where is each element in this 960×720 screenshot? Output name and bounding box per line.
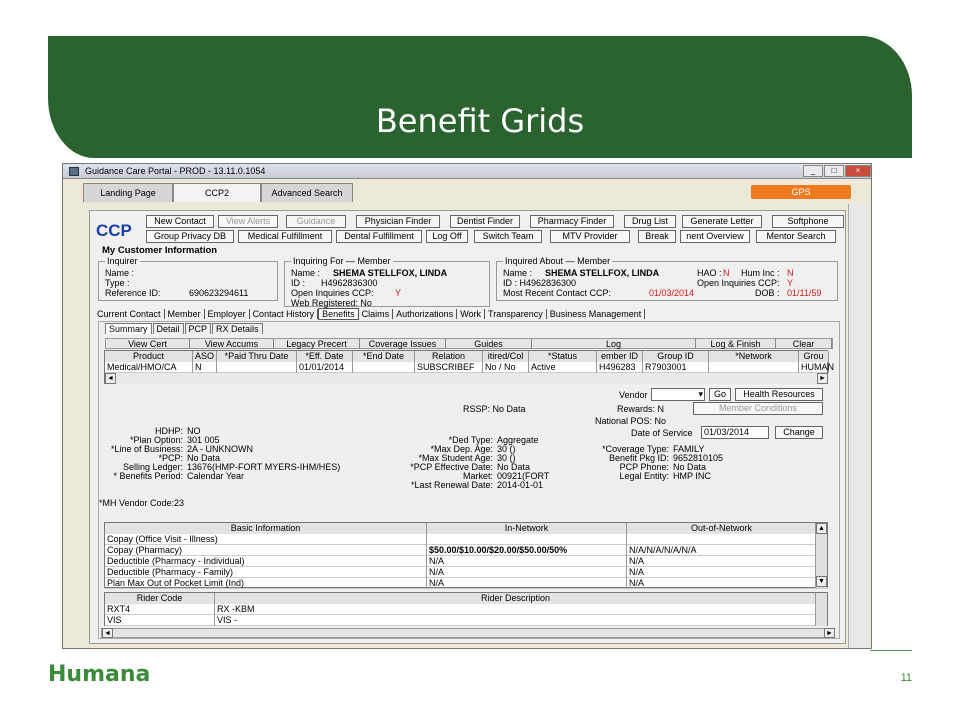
dos-label: Date of Service bbox=[631, 428, 693, 438]
ccp-content bbox=[89, 210, 846, 644]
log-button[interactable]: Log bbox=[532, 339, 696, 349]
hdhp-value: NO bbox=[187, 426, 201, 436]
rewards-label: Rewards: N bbox=[617, 404, 665, 414]
main-scrollbar[interactable] bbox=[848, 204, 870, 648]
market-label: Market: bbox=[462, 471, 493, 481]
new-contact-button[interactable]: New Contact bbox=[146, 215, 214, 228]
inquiring-for-name-value: SHEMA STELLFOX, LINDA bbox=[333, 268, 448, 278]
benefit-grid-header bbox=[105, 523, 827, 534]
inquiring-for-open-label: Open Inquiries CCP: bbox=[291, 288, 374, 298]
chevron-down-icon: ▾ bbox=[698, 389, 703, 399]
humana-logo: Humana bbox=[48, 662, 151, 687]
tab-business-management[interactable]: Business Management bbox=[547, 309, 646, 319]
recent-contact-label: Most Recent Contact CCP: bbox=[503, 288, 612, 298]
dentist-finder-button[interactable]: Dentist Finder bbox=[450, 215, 520, 228]
scroll-right-icon[interactable]: ► bbox=[817, 373, 828, 384]
rider-description: RX -KBM bbox=[215, 604, 817, 615]
physician-finder-button[interactable]: Physician Finder bbox=[356, 215, 440, 228]
col-out-network: Out-of-Network bbox=[627, 523, 817, 534]
member-conditions-button[interactable]: Member Conditions bbox=[693, 402, 823, 415]
table-row[interactable] bbox=[105, 567, 827, 578]
out-network-value: N/A bbox=[627, 567, 817, 578]
national-pos-label: National POS: No bbox=[595, 416, 667, 426]
benefit-grid-scrollbar[interactable] bbox=[815, 523, 827, 588]
break-button[interactable]: Break bbox=[638, 230, 676, 243]
benefit-name: Copay (Pharmacy) bbox=[105, 545, 427, 556]
inquirer-type-label: Type : bbox=[105, 278, 130, 288]
col-rider-description: Rider Description bbox=[215, 593, 817, 604]
window-title: Guidance Care Portal - PROD - 13.11.0.1054 bbox=[85, 166, 266, 176]
view-alerts-button[interactable]: View Alerts bbox=[218, 215, 278, 228]
scroll-right-icon[interactable]: ► bbox=[824, 628, 835, 638]
col-status: *Status bbox=[529, 351, 597, 362]
about-open-value: Y bbox=[787, 278, 794, 288]
ccp-logo: CCP bbox=[96, 221, 132, 240]
tab-employer[interactable]: Employer bbox=[205, 309, 250, 319]
dob-label: DOB : bbox=[755, 288, 780, 298]
mentor-search-button[interactable]: Mentor Search bbox=[756, 230, 836, 243]
coverage-type-value: FAMILY bbox=[673, 444, 705, 454]
product-grid bbox=[104, 350, 834, 384]
about-open-label: Open Inquiries CCP: bbox=[697, 278, 780, 288]
pcp-phone-value: No Data bbox=[673, 462, 707, 472]
max-student-age-value: 30 () bbox=[497, 453, 516, 463]
inquiring-for-id-value: H4962836300 bbox=[321, 278, 378, 288]
vendor-label: Vendor bbox=[619, 390, 648, 400]
change-button[interactable]: Change bbox=[775, 426, 823, 439]
out-network-value bbox=[627, 534, 817, 545]
minimize-icon[interactable]: _ bbox=[803, 165, 823, 177]
scroll-left-icon[interactable]: ◄ bbox=[105, 373, 116, 384]
scroll-down-icon[interactable]: ▼ bbox=[816, 576, 827, 587]
benefit-name: Deductible (Pharmacy - Individual) bbox=[105, 556, 427, 567]
lob-label: *Line of Business: bbox=[110, 444, 183, 454]
col-paid-thru: *Paid Thru Date bbox=[217, 351, 297, 362]
tab-rx-details[interactable]: RX Details bbox=[212, 323, 263, 334]
log-finish-button[interactable]: Log & Finish bbox=[696, 339, 776, 349]
benefit-pkg-value: 9652810105 bbox=[673, 453, 724, 463]
view-accums-button[interactable]: View Accums bbox=[190, 339, 274, 349]
vendor-select[interactable] bbox=[651, 388, 705, 401]
app-icon bbox=[69, 167, 79, 176]
page-number: 11 bbox=[900, 672, 912, 684]
close-icon[interactable]: × bbox=[845, 165, 871, 177]
inquiring-for-legend: Inquiring For — Member bbox=[293, 256, 391, 266]
tab-benefits[interactable]: Benefits bbox=[318, 308, 359, 320]
inquiring-for-name-label: Name : bbox=[291, 268, 321, 278]
inquiring-for-group bbox=[284, 256, 490, 308]
pcp-label: *PCP: bbox=[158, 453, 183, 463]
cell-member-id: H496283 bbox=[597, 362, 643, 373]
tab-current-contact[interactable]: Current Contact bbox=[94, 309, 165, 319]
hao-label: HAO : bbox=[697, 268, 722, 278]
guides-button[interactable]: Guides bbox=[446, 339, 532, 349]
gps-button[interactable]: GPS bbox=[751, 185, 851, 199]
maximize-icon[interactable]: □ bbox=[824, 165, 844, 177]
dob-value: 01/11/59 bbox=[787, 288, 822, 298]
in-network-value: N/A bbox=[427, 556, 627, 567]
max-student-age-label: *Max Student Age: bbox=[418, 453, 493, 463]
go-button[interactable]: Go bbox=[709, 388, 731, 401]
cell-product: Medical/HMO/CA bbox=[105, 362, 193, 373]
clear-button[interactable]: Clear bbox=[776, 339, 832, 349]
pcp-effective-value: No Data bbox=[497, 462, 531, 472]
inquiring-for-id-label: ID : bbox=[291, 278, 306, 288]
rider-code: VIS bbox=[105, 615, 215, 626]
col-group-id: Group ID bbox=[643, 351, 709, 362]
action-header-row bbox=[105, 338, 833, 349]
reference-id-label: Reference ID: bbox=[105, 288, 161, 298]
rider-code: RXT4 bbox=[105, 604, 215, 615]
cell-status: Active bbox=[529, 362, 597, 373]
inquiring-for-open-value: Y bbox=[395, 288, 402, 298]
rider-grid-header bbox=[105, 593, 827, 604]
pharmacy-finder-button[interactable]: Pharmacy Finder bbox=[530, 215, 614, 228]
inquired-about-group bbox=[496, 256, 838, 301]
in-network-value: N/A bbox=[427, 578, 627, 589]
footer-rule bbox=[870, 650, 912, 651]
col-aso: ASO bbox=[193, 351, 217, 362]
legal-entity-label: Legal Entity: bbox=[619, 471, 669, 481]
rider-grid bbox=[104, 592, 828, 626]
market-value: 00921(FORT bbox=[497, 471, 550, 481]
benefit-name: Deductible (Pharmacy - Family) bbox=[105, 567, 427, 578]
inquired-about-legend: Inquired About — Member bbox=[505, 256, 611, 266]
cell-retired: No / No bbox=[483, 362, 529, 373]
tab-claims[interactable]: Claims bbox=[359, 309, 394, 319]
customer-info-title: My Customer Information bbox=[102, 245, 218, 256]
coverage-type-label: *Coverage Type: bbox=[602, 444, 669, 454]
cell-eff-date: 01/01/2014 bbox=[297, 362, 353, 373]
pcp-effective-label: *PCP Effective Date: bbox=[410, 462, 493, 472]
out-network-value: N/A bbox=[627, 578, 817, 589]
benefits-period-value: Calendar Year bbox=[187, 471, 245, 481]
max-dep-age-label: *Max Dep. Age: bbox=[430, 444, 493, 454]
view-cert-button[interactable]: View Cert bbox=[106, 339, 190, 349]
inquirer-name-label: Name : bbox=[105, 268, 135, 278]
title-banner bbox=[48, 36, 912, 158]
plan-option-label: *Plan Option: bbox=[129, 435, 183, 445]
slide-title: Benefit Grids bbox=[375, 102, 585, 140]
table-row[interactable] bbox=[105, 615, 827, 626]
col-relation: Relation bbox=[415, 351, 483, 362]
benefit-name: Plan Max Out of Pocket Limit (Ind) bbox=[105, 578, 427, 589]
max-dep-age-value: 30 () bbox=[497, 444, 516, 454]
hao-value: N bbox=[723, 268, 730, 278]
hdhp-label: HDHP: bbox=[154, 426, 183, 436]
table-row[interactable] bbox=[105, 556, 827, 567]
benefit-pkg-label: Benefit Pkg ID: bbox=[608, 453, 669, 463]
table-row[interactable] bbox=[105, 534, 827, 545]
tab-ccp2[interactable]: CCP2 bbox=[173, 183, 261, 202]
tab-authorizations[interactable]: Authorizations bbox=[393, 309, 457, 319]
scroll-left-icon[interactable]: ◄ bbox=[102, 628, 113, 638]
benefit-grid bbox=[104, 522, 828, 588]
benefits-panel bbox=[98, 321, 840, 639]
reference-id-value: 690623294611 bbox=[189, 288, 249, 298]
window-titlebar bbox=[63, 164, 871, 179]
tab-advanced-search[interactable]: Advanced Search bbox=[261, 183, 353, 202]
in-network-value: $50.00/$10.00/$20.00/$50.00/50% bbox=[427, 545, 627, 556]
benefit-name: Copay (Office Visit - Illness) bbox=[105, 534, 427, 545]
ded-type-label: *Ded Type: bbox=[448, 435, 493, 445]
date-of-service-input[interactable]: 01/03/2014 bbox=[701, 426, 769, 439]
panel-hscroll[interactable] bbox=[101, 628, 835, 638]
col-member-id: ember ID bbox=[597, 351, 643, 362]
rider-grid-scrollbar[interactable] bbox=[815, 593, 827, 626]
scroll-up-icon[interactable]: ▲ bbox=[816, 523, 827, 534]
cell-end-date bbox=[353, 362, 415, 373]
tab-summary[interactable]: Summary bbox=[105, 323, 152, 334]
benefits-period-label: * Benefits Period: bbox=[113, 471, 183, 481]
last-renewal-value: 2014-01-01 bbox=[497, 480, 544, 490]
col-in-network: In-Network bbox=[427, 523, 627, 534]
rssp-label: RSSP: No Data bbox=[463, 404, 526, 414]
cell-group-id: R7903001 bbox=[643, 362, 709, 373]
coverage-issues-button[interactable]: Coverage Issues bbox=[360, 339, 446, 349]
in-network-value bbox=[427, 534, 627, 545]
tab-work[interactable]: Work bbox=[457, 309, 485, 319]
inquired-about-id: ID : H4962836300 bbox=[503, 278, 577, 288]
app-window bbox=[62, 163, 872, 649]
inquired-about-label: Inquired About bbox=[505, 256, 564, 266]
benefit-sub-tabs bbox=[105, 324, 264, 334]
app-tab-bar bbox=[83, 180, 871, 202]
legal-entity-value: HMP INC bbox=[673, 471, 711, 481]
product-grid-header bbox=[105, 351, 827, 362]
plan-option-value: 301 005 bbox=[187, 435, 220, 445]
tab-pcp[interactable]: PCP bbox=[185, 323, 212, 334]
hum-inc-label: Hum Inc : bbox=[741, 268, 780, 278]
col-basic-info: Basic Information bbox=[105, 523, 427, 534]
inquiring-for-member-label: Member bbox=[357, 256, 391, 266]
col-network: *Network bbox=[709, 351, 799, 362]
health-resources-button[interactable]: Health Resources bbox=[735, 388, 823, 401]
tab-member[interactable]: Member bbox=[165, 309, 205, 319]
tab-detail[interactable]: Detail bbox=[153, 323, 184, 334]
col-rider-code: Rider Code bbox=[105, 593, 215, 604]
rider-description: VIS - bbox=[215, 615, 817, 626]
col-group: Grou bbox=[799, 351, 829, 362]
col-retired: itired/Col bbox=[483, 351, 529, 362]
mh-vendor-code: *MH Vendor Code:23 bbox=[99, 498, 185, 508]
table-row[interactable] bbox=[105, 604, 827, 615]
col-end-date: *End Date bbox=[353, 351, 415, 362]
legacy-precert-button[interactable]: Legacy Precert bbox=[274, 339, 360, 349]
pcp-value: No Data bbox=[187, 453, 221, 463]
recent-contact-value: 01/03/2014 bbox=[649, 288, 695, 298]
inquirer-legend: Inquirer bbox=[107, 256, 138, 266]
management-overview-dropdown[interactable]: nent Overview bbox=[680, 230, 750, 243]
softphone-button[interactable]: Softphone bbox=[772, 215, 844, 228]
mtv-provider-button[interactable]: MTV Provider bbox=[550, 230, 630, 243]
last-renewal-label: *Last Renewal Date: bbox=[410, 480, 493, 490]
web-registered-label: Web Registered: No bbox=[291, 298, 372, 308]
product-grid-row[interactable] bbox=[105, 362, 834, 373]
selling-ledger-value: 13676(HMP-FORT MYERS-IHM/HES) bbox=[187, 462, 341, 472]
cell-network bbox=[709, 362, 799, 373]
cell-paid-thru bbox=[217, 362, 297, 373]
ded-type-value: Aggregate bbox=[497, 435, 539, 445]
guidance-button[interactable]: Guidance bbox=[286, 215, 346, 228]
inquiring-for-label: Inquiring For bbox=[293, 256, 344, 266]
pcp-phone-label: PCP Phone: bbox=[619, 462, 669, 472]
generate-letter-button[interactable]: Generate Letter bbox=[682, 215, 762, 228]
product-grid-hscroll[interactable] bbox=[105, 373, 827, 384]
out-network-value: N/A bbox=[627, 556, 817, 567]
drug-list-button[interactable]: Drug List bbox=[624, 215, 676, 228]
lob-value: 2A - UNKNOWN bbox=[187, 444, 254, 454]
hum-inc-value: N bbox=[787, 268, 794, 278]
inquired-about-name-value: SHEMA STELLFOX, LINDA bbox=[545, 268, 660, 278]
cell-aso: N bbox=[193, 362, 217, 373]
switch-team-button[interactable]: Switch Team bbox=[474, 230, 542, 243]
col-product: Product bbox=[105, 351, 193, 362]
in-network-value: N/A bbox=[427, 567, 627, 578]
group-privacy-db-button[interactable]: Group Privacy DB bbox=[146, 230, 234, 243]
inquirer-group bbox=[98, 256, 278, 301]
tab-landing-page[interactable]: Landing Page bbox=[83, 183, 173, 202]
out-network-value: N/A/N/A/N/A/N/A bbox=[627, 545, 817, 556]
cell-group: HUMAN bbox=[801, 362, 834, 372]
selling-ledger-label: Selling Ledger: bbox=[122, 462, 183, 472]
dental-fulfillment-button[interactable]: Dental Fulfillment bbox=[336, 230, 422, 243]
table-row[interactable] bbox=[105, 545, 827, 556]
col-eff-date: *Eff. Date bbox=[297, 351, 353, 362]
main-nav-tabs bbox=[94, 309, 645, 321]
inquired-about-name-label: Name : bbox=[503, 268, 533, 278]
cell-relation: SUBSCRIBEF bbox=[415, 362, 483, 373]
table-row[interactable] bbox=[105, 578, 827, 589]
inquired-about-member-label: Member bbox=[577, 256, 611, 266]
log-off-button[interactable]: Log Off bbox=[426, 230, 468, 243]
tab-contact-history[interactable]: Contact History bbox=[250, 309, 319, 319]
medical-fulfillment-button[interactable]: Medical Fulfillment bbox=[238, 230, 332, 243]
tab-transparency[interactable]: Transparency bbox=[485, 309, 547, 319]
